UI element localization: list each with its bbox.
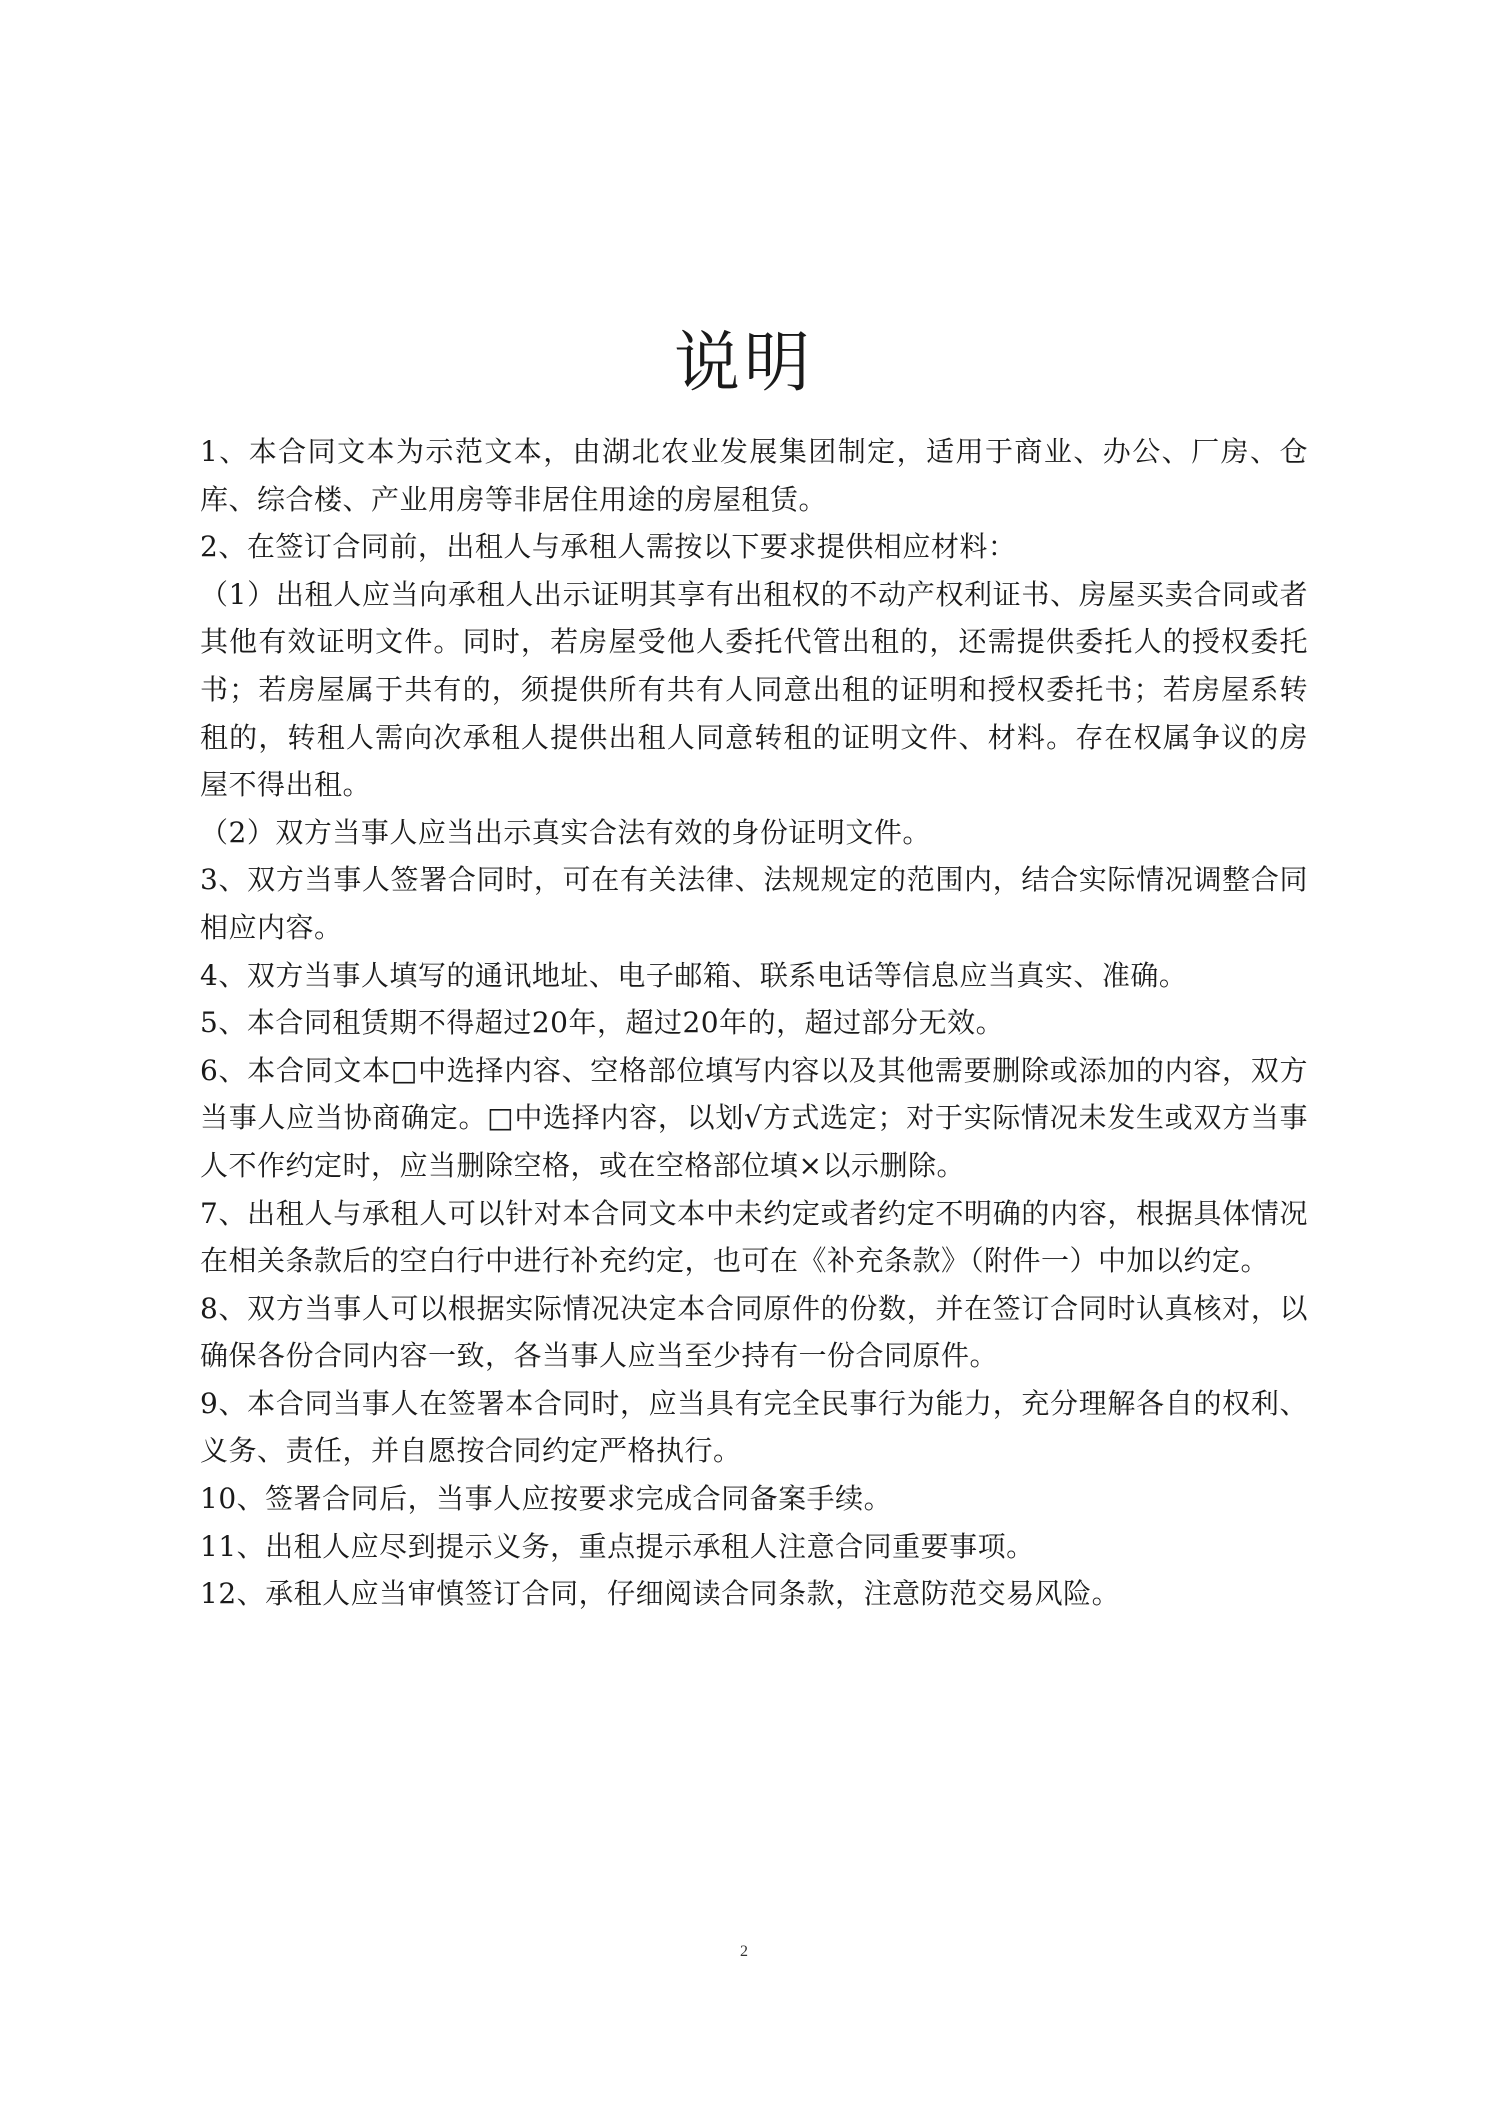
paragraph-2-1: （1）出租人应当向承租人出示证明其享有出租权的不动产权利证书、房屋买卖合同或者其他有效证明文件。同时，若房屋受他人委托代管出租的，还需提供委托人的授权委托书；若房屋属于共有的，须提供所有共有人同意出租的证明和授权委托书；若房屋系转租的，转租人需向次承租人提供出租人同意转租的证明文件、材料。存在权属争议的房屋不得出租。 — [200, 577, 1308, 802]
paragraph-8: 8、双方当事人可以根据实际情况决定本合同原件的份数，并在签订合同时认真核对，以确保各份合同内容一致，各当事人应当至少持有一份合同原件。 — [200, 1291, 1308, 1373]
paragraph-12: 12、承租人应当审慎签订合同，仔细阅读合同条款，注意防范交易风险。 — [200, 1577, 1121, 1611]
paragraph-3: 3、双方当事人签署合同时，可在有关法律、法规规定的范围内，结合实际情况调整合同相应内容。 — [200, 863, 1308, 944]
paragraph-5: 5、本合同租赁期不得超过20年，超过20年的，超过部分无效。 — [200, 1006, 1005, 1040]
page-title: 说明 — [674, 324, 814, 401]
paragraph-6: 6、本合同文本□中选择内容、空格部位填写内容以及其他需要删除或添加的内容，双方当事人应当协商确定。□中选择内容，以划√方式选定；对于实际情况未发生或双方当事人不作约定时，应当删除空格，或在空格部位填×以示删除。 — [200, 1053, 1308, 1182]
paragraph-7: 7、出租人与承租人可以针对本合同文本中未约定或者约定不明确的内容，根据具体情况在相关条款后的空白行中进行补充约定，也可在《补充条款》（附件一）中加以约定。 — [200, 1196, 1308, 1278]
paragraph-2-2: （2）双方当事人应当出示真实合法有效的身份证明文件。 — [200, 815, 931, 849]
document-body — [200, 428, 1308, 1618]
paragraph-1: 1、本合同文本为示范文本，由湖北农业发展集团制定，适用于商业、办公、厂房、仓库、综合楼、产业用房等非居住用途的房屋租赁。 — [200, 435, 1308, 516]
paragraph-11: 11、出租人应尽到提示义务，重点提示承租人注意合同重要事项。 — [200, 1529, 1035, 1563]
paragraph-2: 2、在签订合同前，出租人与承租人需按以下要求提供相应材料： — [200, 530, 1017, 564]
paragraph-4: 4、双方当事人填写的通讯地址、电子邮箱、联系电话等信息应当真实、准确。 — [200, 958, 1188, 992]
page-number: 2 — [740, 1943, 748, 1960]
paragraph-10: 10、签署合同后，当事人应按要求完成合同备案手续。 — [200, 1482, 893, 1516]
paragraph-9: 9、本合同当事人在签署本合同时，应当具有完全民事行为能力，充分理解各自的权利、义务、责任，并自愿按合同约定严格执行。 — [200, 1386, 1308, 1468]
